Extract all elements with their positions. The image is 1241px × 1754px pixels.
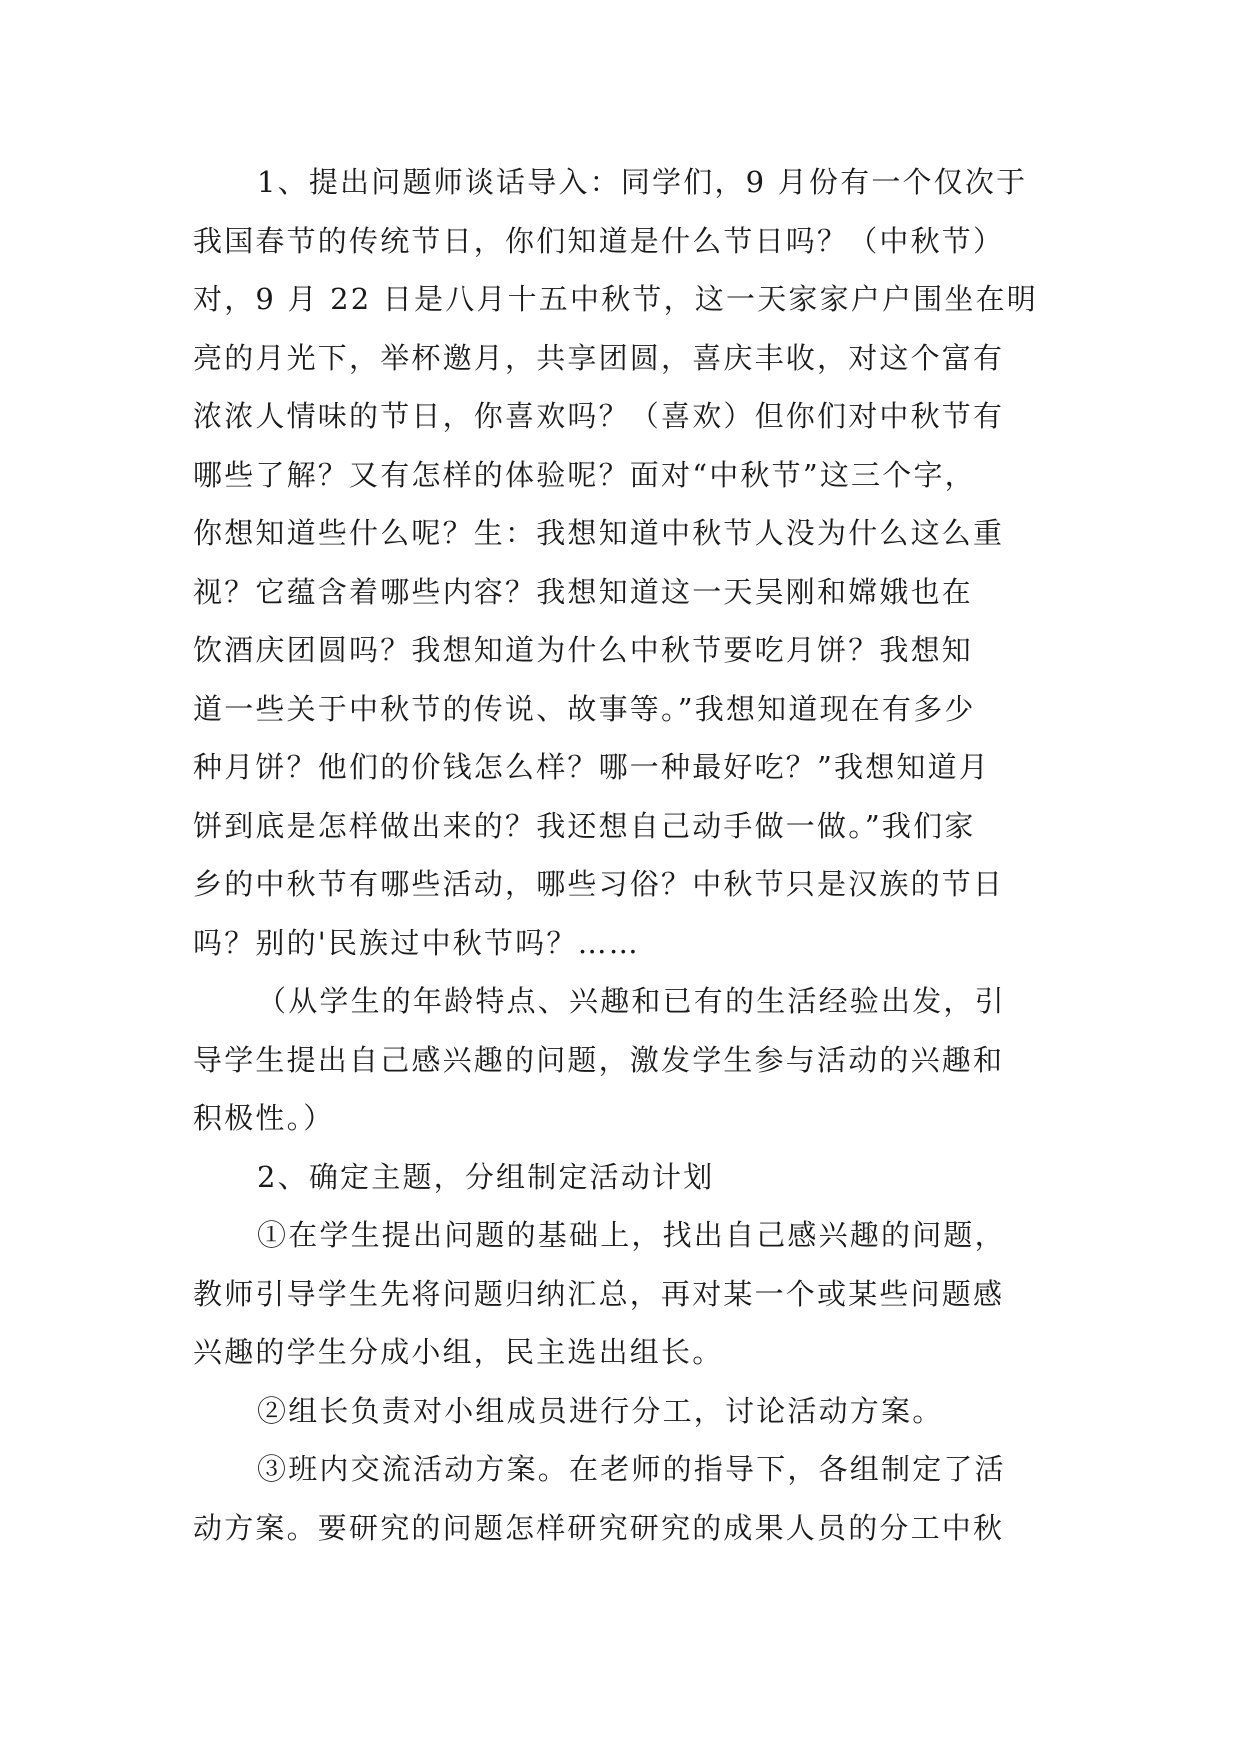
document-body [193,153,1051,1557]
text-line: ①在学生提出问题的基础上，找出自己感兴趣的问题， [257,1218,1006,1252]
text-line: 动方案。要研究的问题怎样研究研究的成果人员的分工中秋 [193,1510,1005,1545]
text-line: 饮酒庆团圆吗？我想知道为什么中秋节要吃月饼？我想知 [193,633,974,667]
text-line: 对，9 月 22 日是八月十五中秋节，这一天家家户户围坐在明 [193,282,1039,316]
text-line: 积极性。） [193,1101,335,1135]
text-line: 兴趣的学生分成小组，民主选出组长。 [193,1335,724,1369]
text-line: 亮的月光下，举杯邀月，共享团圆，喜庆丰收，对这个富有 [193,340,1005,375]
text-line: ②组长负责对小组成员进行分工，讨论活动方案。 [257,1393,944,1428]
text-line: ③班内交流活动方案。在老师的指导下，各组制定了活 [257,1452,1006,1486]
text-line: 我国春节的传统节日，你们知道是什么节日吗？（中秋节） [193,223,1005,258]
text-line: 道一些关于中秋节的传说、故事等。”我想知道现在有多少 [193,691,976,726]
text-line: 1、提出问题师谈话导入：同学们，9 月份有一个仅次于 [257,165,1028,199]
text-line: 你想知道些什么呢？生：我想知道中秋节人没为什么这么重 [193,516,1005,550]
text-line: 种月饼？他们的价钱怎么样？哪一种最好吃？”我想知道月 [193,750,991,784]
text-line: 哪些了解？又有怎样的体验呢？面对“中秋节”这三个字， [193,457,976,492]
text-line: 乡的中秋节有哪些活动，哪些习俗？中秋节只是汉族的节日 [193,867,1005,901]
text-line: 导学生提出自己感兴趣的问题，激发学生参与活动的兴趣和 [193,1042,1005,1077]
text-line: 吗？别的'民族过中秋节吗？…… [193,925,640,960]
text-line: 浓浓人情味的节日，你喜欢吗？（喜欢）但你们对中秋节有 [193,399,1005,433]
text-line: 教师引导学生先将问题归纳汇总，再对某一个或某些问题感 [193,1276,1005,1311]
text-line: 视？它蕴含着哪些内容？我想知道这一天吴刚和嫦娥也在 [193,574,974,609]
text-line: （从学生的年龄特点、兴趣和已有的生活经验出发，引 [257,984,1006,1018]
text-line: 饼到底是怎样做出来的？我还想自己动手做一做。”我们家 [193,808,976,843]
section-heading: 2、确定主题，分组制定活动计划 [257,1159,715,1194]
